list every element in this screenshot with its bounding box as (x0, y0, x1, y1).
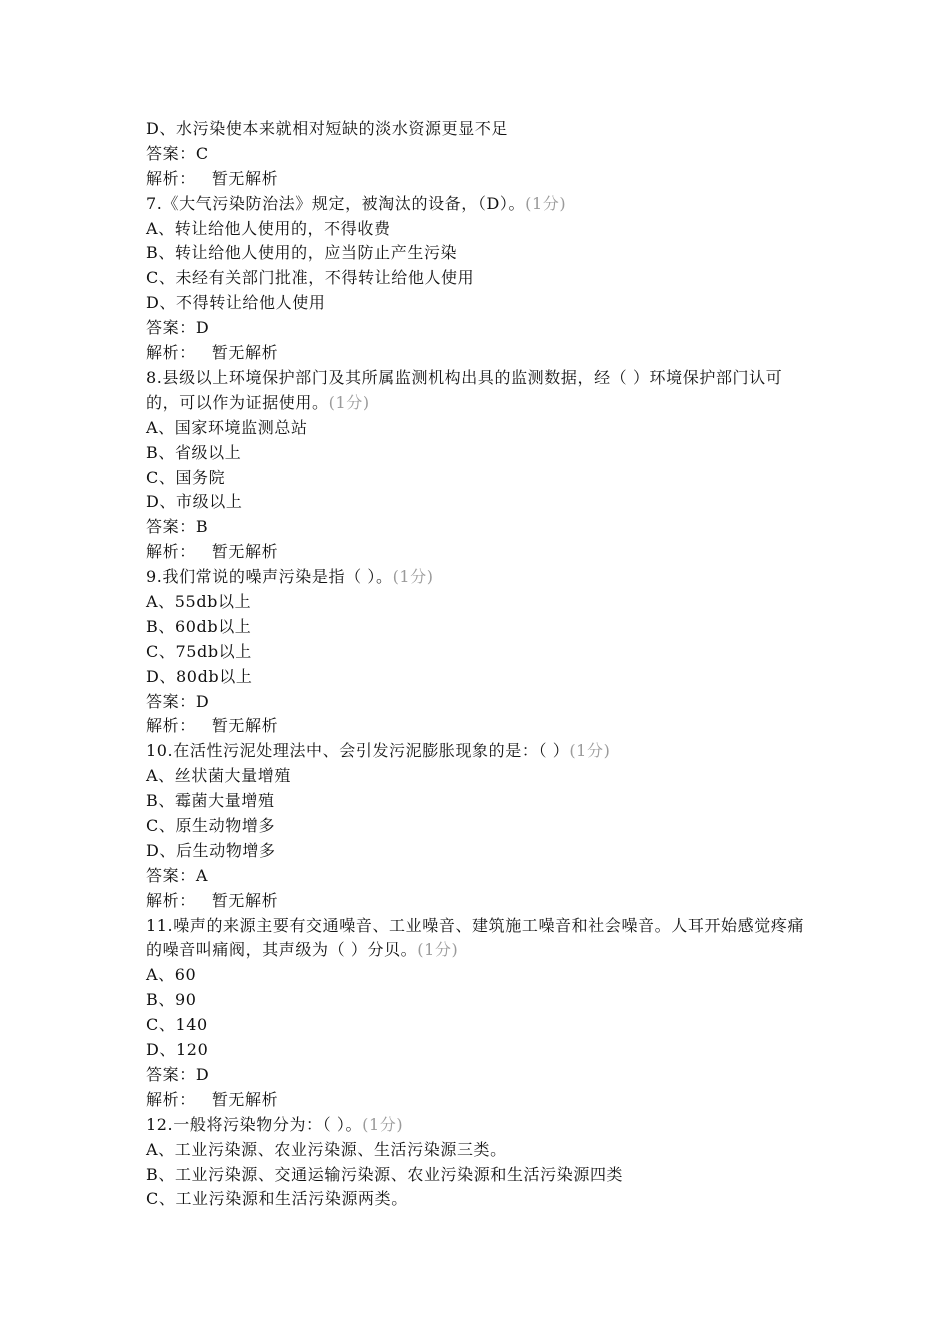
answer-label: 答案： (146, 143, 196, 163)
analysis-label: 解析： (146, 1089, 196, 1109)
question-score: (1分) (328, 392, 370, 412)
answer-option: C、未经有关部门批准，不得转让给他人使用 (146, 268, 475, 288)
analysis (146, 341, 810, 366)
analysis (146, 714, 810, 739)
correct-answer (146, 1063, 810, 1088)
analysis-value: 暂无解析 (211, 542, 279, 562)
question-score: (1分) (392, 567, 434, 587)
analysis (146, 540, 810, 565)
question-stem: 9.我们常说的噪声污染是指（ ）。 (146, 567, 393, 587)
question-text (146, 565, 810, 590)
correct-answer (146, 316, 810, 341)
answer-option: B、60db以上 (146, 616, 252, 636)
answer-option: B、霉菌大量增殖 (146, 791, 275, 811)
question-text (146, 914, 810, 964)
question-stem: 7.《大气污染防治法》规定，被淘汰的设备，（D）。 (146, 193, 526, 213)
answer-value: D (195, 318, 210, 338)
correct-answer (146, 864, 810, 889)
document-page (146, 117, 810, 1212)
answer-value: B (195, 517, 209, 537)
question-text (146, 366, 810, 416)
question-list (146, 117, 810, 1212)
analysis-label: 解析： (146, 890, 196, 910)
answer-option: A、丝状菌大量增殖 (146, 766, 291, 786)
analysis (146, 167, 810, 192)
answer-option: B、90 (146, 990, 197, 1010)
analysis (146, 889, 810, 914)
analysis (146, 1088, 810, 1113)
correct-answer (146, 690, 810, 715)
correct-answer (146, 515, 810, 540)
analysis-label: 解析： (146, 343, 196, 363)
answer-option: A、国家环境监测总站 (146, 417, 308, 437)
answer-option: C、75db以上 (146, 641, 252, 661)
answer-label: 答案： (146, 318, 196, 338)
answer-option: A、60 (146, 965, 197, 985)
analysis-label: 解析： (146, 542, 196, 562)
answer-value: D (195, 1064, 210, 1084)
analysis-value: 暂无解析 (211, 1089, 279, 1109)
question-stem: 8.县级以上环境保护部门及其所属监测机构出具的监测数据，经（ ）环境保护部门认可的，可以作为证据使用。 (146, 367, 783, 412)
question-stem: 11.噪声的来源主要有交通噪音、工业噪音、建筑施工噪音和社会噪音。人耳开始感觉疼痛的噪音叫痛阀，其声级为（ ）分贝。 (146, 915, 805, 960)
analysis-label: 解析： (146, 168, 196, 188)
answer-option: D、80db以上 (146, 666, 253, 686)
question-score: (1分) (569, 741, 611, 761)
answer-option: A、55db以上 (146, 591, 252, 611)
answer-option: C、140 (146, 1015, 208, 1035)
answer-option: A、工业污染源、农业污染源、生活污染源三类。 (146, 1139, 507, 1159)
answer-label: 答案： (146, 1064, 196, 1084)
answer-value: D (195, 691, 210, 711)
analysis-value: 暂无解析 (211, 716, 279, 736)
answer-value: C (195, 143, 209, 163)
answer-option: D、市级以上 (146, 492, 243, 512)
analysis-value: 暂无解析 (211, 343, 279, 363)
answer-option: D、120 (146, 1040, 209, 1060)
answer-option: D、后生动物增多 (146, 840, 276, 860)
answer-value: A (195, 865, 208, 885)
answer-label: 答案： (146, 865, 196, 885)
answer-option: B、省级以上 (146, 442, 242, 462)
answer-label: 答案： (146, 691, 196, 711)
question-text (146, 1113, 810, 1138)
question-text (146, 739, 810, 764)
question-stem: 12.一般将污染物分为：（ ）。 (146, 1114, 363, 1134)
answer-option: D、不得转让给他人使用 (146, 293, 326, 313)
analysis-value: 暂无解析 (211, 168, 279, 188)
answer-option: A、转让给他人使用的，不得收费 (146, 218, 391, 238)
answer-option: C、工业污染源和生活污染源两类。 (146, 1189, 408, 1209)
answer-option: B、工业污染源、交通运输污染源、农业污染源和生活污染源四类 (146, 1164, 624, 1184)
question-stem: 10.在活性污泥处理法中、会引发污泥膨胀现象的是：（ ） (146, 741, 570, 761)
question-score: (1分) (525, 193, 567, 213)
question-text (146, 192, 810, 217)
question-score: (1分) (417, 940, 459, 960)
correct-answer (146, 142, 810, 167)
answer-label: 答案： (146, 517, 196, 537)
question-score: (1分) (362, 1114, 404, 1134)
analysis-value: 暂无解析 (211, 890, 279, 910)
answer-option: D、水污染使本来就相对短缺的淡水资源更显不足 (146, 119, 509, 138)
answer-option: C、国务院 (146, 467, 226, 487)
answer-option: B、转让给他人使用的，应当防止产生污染 (146, 243, 458, 263)
answer-option: C、原生动物增多 (146, 816, 276, 836)
analysis-label: 解析： (146, 716, 196, 736)
